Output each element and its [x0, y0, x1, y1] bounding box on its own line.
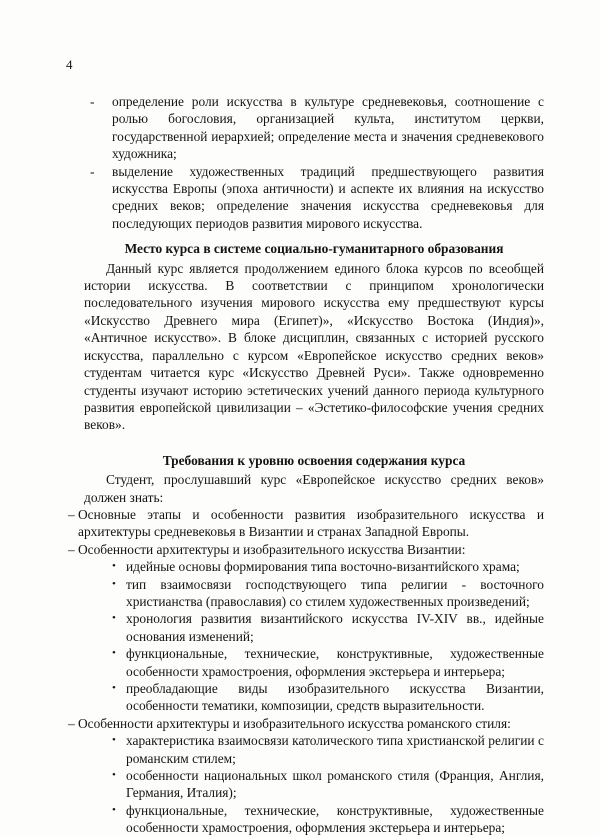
goal-item: [84, 93, 544, 163]
goal-text: определение роли искусства в культуре средневековья, соотношение с ролью богословия, организацией культа, институтом церкви, государственной иерархией; определение места и значения средневекового художника;: [112, 94, 544, 162]
course-place-paragraph: Данный курс является продолжением единого блока курсов по всеобщей истории искусства. В соответствии с принципом хронологически последовательного изучения мирового искусства ему предшествуют курсы «Искусство Древнего мира (Египет)», «Искусство Востока (Индия)», «Античное искусство». В блоке дисциплин, связанных с историей русского искусства, параллельно с курсом «Европейское искусство средних веков» студентам читается курс «Искусство Древней Руси». Также одновременно студенты изучают историю эстетических учений данного периода культурного развития европейской цивилизации – «Эстетико-философские учения средних веков».: [84, 260, 544, 433]
requirement-item: [70, 715, 544, 732]
goal-text: выделение художественных традиций предшествующего развития искусства Европы (эпоха античности) и аспекте их влияния на искусство средних веков; определение значения искусства средневековья для последующих периодов развития мирового искусства.: [112, 163, 544, 231]
dash-marker: –: [68, 715, 75, 731]
section-heading: Место курса в системе социально-гуманитарного образования: [124, 241, 504, 257]
sub-item-text: преобладающие виды изобразительного искусства Византии, особенности тематики, композиции, средств выразительности.: [126, 681, 544, 714]
bullet-icon: •: [112, 682, 116, 694]
bullet-icon: •: [112, 560, 116, 573]
bullet-icon: •: [112, 803, 116, 816]
page-content: [68, 93, 544, 837]
bullet-icon: •: [112, 612, 116, 625]
sub-item: [84, 558, 544, 575]
goal-item: [84, 163, 544, 233]
sub-item-text: функциональные, технические, конструктивные, художественные особенности храмостроения, оформления экстерьера и интерьера;: [126, 646, 544, 679]
sub-item: [84, 680, 544, 715]
sub-item-text: функциональные, технические, конструктивные, художественные особенности храмостроения, оформления экстерьера и интерьера;: [126, 802, 544, 836]
sub-item-text: тип взаимосвязи господствующего типа религии - восточного христианства (православия) со стилем художественных произведений;: [126, 576, 544, 609]
dash-marker: –: [68, 541, 75, 557]
sub-item-text: особенности национальных школ романского стиля (Франция, Англия, Германия, Италия);: [126, 768, 544, 801]
requirement-text: Особенности архитектуры и изобразительного искусства романского стиля:: [78, 715, 511, 731]
requirement-text: Особенности архитектуры и изобразительного искусства Византии:: [78, 541, 466, 557]
bullet-icon: •: [112, 769, 116, 782]
requirements-intro: Студент, прослушавший курс «Европейское искусство средних веков» должен знать:: [84, 472, 544, 505]
requirement-item: [70, 541, 544, 558]
requirement-text: Основные этапы и особенности развития изобразительного искусства и архитектуры средневековья в Византии и странах Западной Европы.: [78, 506, 544, 540]
sub-item-text: хронология развития византийского искусства IV-XIV вв., идейные основания изменений;: [126, 611, 544, 644]
dash-marker: –: [68, 506, 75, 522]
section-heading: Требования к уровню освоения содержания курса: [162, 452, 466, 468]
sub-item: [84, 767, 544, 802]
bullet-icon: •: [112, 577, 116, 590]
sub-item: [84, 645, 544, 680]
sub-item-text: идейные основы формирования типа восточно-византийского храма;: [126, 559, 520, 575]
requirement-item: [70, 506, 544, 541]
sub-item: [84, 802, 544, 837]
sub-item-text: характеристика взаимосвязи католического типа христианской религии с романским стилем;: [126, 733, 544, 766]
sub-item: [84, 576, 544, 611]
bullet-icon: •: [112, 734, 116, 747]
sub-item: [84, 610, 544, 645]
bullet-icon: •: [112, 647, 116, 660]
page-number: 4: [66, 57, 73, 72]
dash-marker: -: [90, 163, 95, 179]
dash-marker: -: [90, 94, 95, 109]
sub-item: [84, 732, 544, 767]
